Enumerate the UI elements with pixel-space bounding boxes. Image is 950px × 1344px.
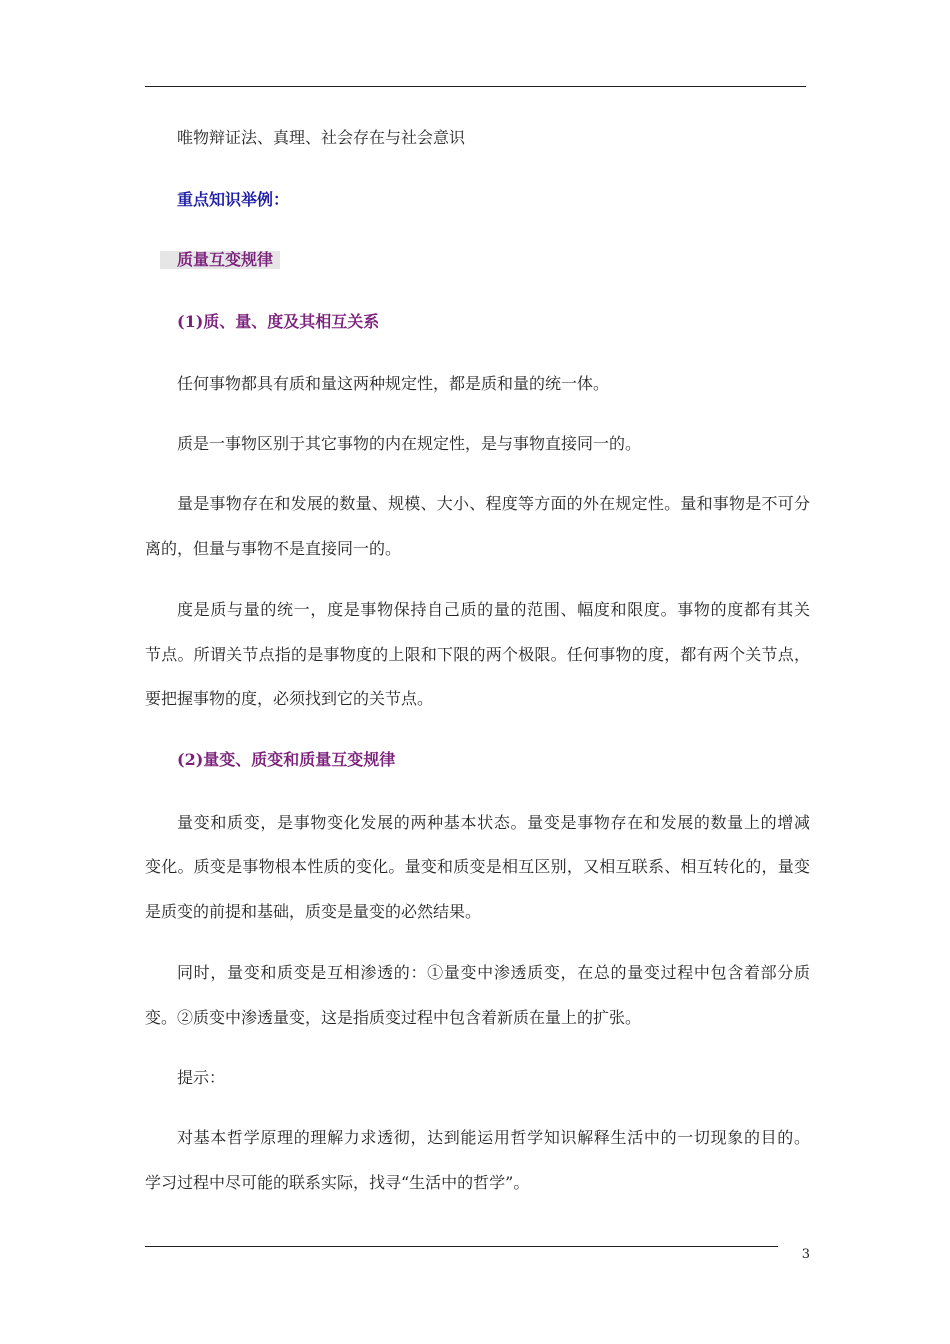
paragraph-4-line-3: 要把握事物的度，必须找到它的关节点。 xyxy=(145,689,434,708)
paragraph-3-line-1: 量是事物存在和发展的数量、规模、大小、程度等方面的外在规定性。量和事物是不可分 xyxy=(177,494,810,513)
paragraph-6-line-2: 变。②质变中渗透量变，这是指质变过程中包含着新质在量上的扩张。 xyxy=(145,1008,642,1027)
paragraph-2: 质是一事物区别于其它事物的内在规定性，是与事物直接同一的。 xyxy=(177,434,642,453)
subsection-2-heading: (2)量变、质变和质量互变规律 xyxy=(177,750,396,769)
header-subtitle: 唯物辩证法、真理、社会存在与社会意识 xyxy=(177,128,466,147)
header-rule xyxy=(145,86,806,87)
tip-label: 提示： xyxy=(177,1068,226,1087)
paragraph-7-line-1: 对基本哲学原理的理解力求透彻，达到能运用哲学知识解释生活中的一切现象的目的。 xyxy=(177,1128,810,1147)
paragraph-7-line-2: 学习过程中尽可能的联系实际，找寻“生活中的哲学”。 xyxy=(145,1173,530,1192)
page-number: 3 xyxy=(801,1247,810,1262)
paragraph-6-line-1: 同时，量变和质变是互相渗透的：①量变中渗透质变，在总的量变过程中包含着部分质 xyxy=(177,963,810,982)
section-title: 质量互变规律 xyxy=(177,250,274,269)
key-points-heading: 重点知识举例： xyxy=(177,190,290,209)
paragraph-4-line-2: 节点。所谓关节点指的是事物度的上限和下限的两个极限。任何事物的度，都有两个关节点， xyxy=(145,645,810,664)
paragraph-5-line-1: 量变和质变，是事物变化发展的两种基本状态。量变是事物存在和发展的数量上的增减 xyxy=(177,813,810,832)
paragraph-4-line-1: 度是质与量的统一，度是事物保持自己质的量的范围、幅度和限度。事物的度都有其关 xyxy=(177,600,810,619)
paragraph-5-line-2: 变化。质变是事物根本性质的变化。量变和质变是相互区别，又相互联系、相互转化的，量变 xyxy=(145,857,810,876)
paragraph-1: 任何事物都具有质和量这两种规定性，都是质和量的统一体。 xyxy=(177,374,610,393)
footer-rule xyxy=(145,1246,778,1247)
subsection-1-heading: (1)质、量、度及其相互关系 xyxy=(177,312,380,331)
paragraph-5-line-3: 是质变的前提和基础，质变是量变的必然结果。 xyxy=(145,902,482,921)
paragraph-3-line-2: 离的，但量与事物不是直接同一的。 xyxy=(145,539,402,558)
